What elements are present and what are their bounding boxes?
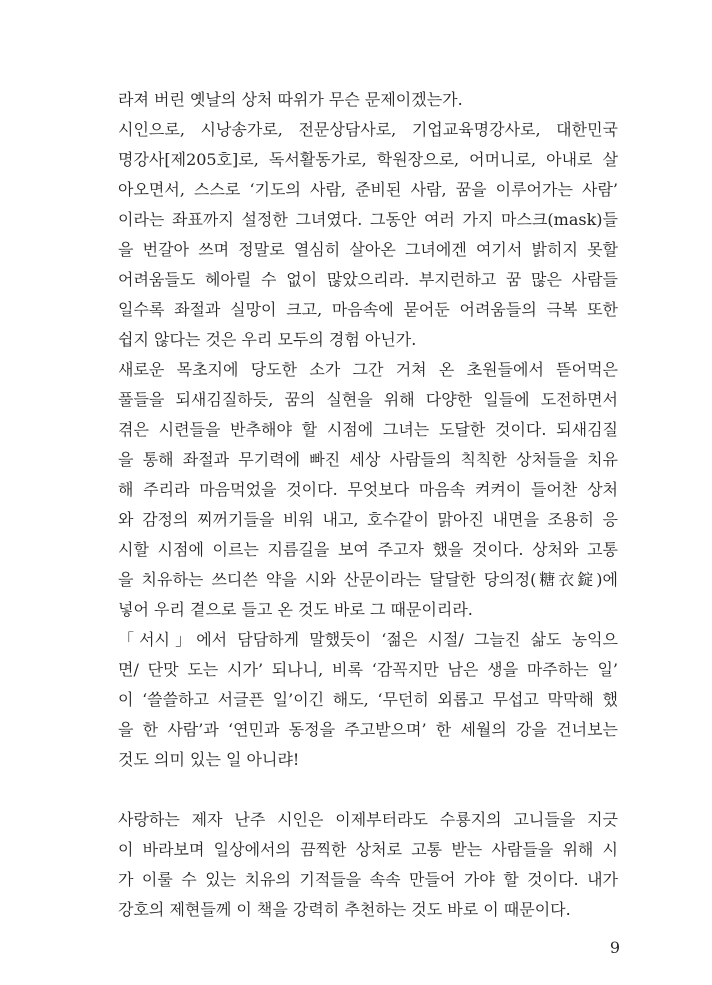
text-line: 시할 시점에 이르는 지름길을 보여 주고자 했을 것이다. 상처와 고통 (118, 540, 618, 559)
text-line: 이라는 좌표까지 설정한 그녀였다. 그동안 여러 가지 마스크(mask)들 (118, 210, 618, 229)
text-line: 풀들을 되새김질하듯, 꿈의 실현을 위해 다양한 일들에 도전하면서 (118, 390, 618, 409)
text-line: 이 ‘쓸쓸하고 서글픈 일’이긴 해도, ‘무던히 외롭고 무섭고 막막해 했 (118, 690, 618, 709)
text-line: 가 이룰 수 있는 치유의 기적들을 속속 만들어 가야 할 것이다. 내가 (118, 870, 618, 889)
text-line: 라져 버린 옛날의 상처 따위가 무슨 문제이겠는가. (118, 90, 463, 109)
text-line: 어려움들도 헤아릴 수 없이 많았으리라. 부지런하고 꿈 많은 사람들 (118, 270, 618, 289)
text-line: 넣어 우리 곁으로 들고 온 것도 바로 그 때문이리라. (118, 600, 473, 619)
page-number: 9 (609, 938, 620, 957)
text-line: 명강사[제205호]로, 독서활동가로, 학원장으로, 어머니로, 아내로 살 (118, 150, 618, 169)
text-line: 겪은 시련들을 반추해야 할 시점에 그녀는 도달한 것이다. 되새김질 (118, 420, 618, 439)
text-line: 을 한 사람’과 ‘연민과 동정을 주고받으며’ 한 세월의 강을 건너보는 (118, 720, 618, 739)
text-line: 와 감정의 찌꺼기들을 비워 내고, 호수같이 맑아진 내면을 조용히 응 (118, 510, 618, 529)
text-line: 이 바라보며 일상에서의 끔찍한 상처로 고통 받는 사람들을 위해 시 (118, 840, 618, 859)
text-line: 을 번갈아 쓰며 정말로 열심히 살아온 그녀에겐 여기서 밝히지 못할 (118, 240, 618, 259)
text-line: 사랑하는 제자 난주 시인은 이제부터라도 수룡지의 고니들을 지긋 (118, 810, 618, 829)
text-line: 것도 의미 있는 일 아니랴! (118, 750, 300, 769)
text-line: 을 치유하는 쓰디쓴 약을 시와 산문이라는 달달한 당의정(糖衣錠)에 (118, 570, 618, 589)
text-line: 시인으로, 시낭송가로, 전문상담사로, 기업교육명강사로, 대한민국 (118, 120, 618, 139)
text-line: 새로운 목초지에 당도한 소가 그간 거쳐 온 초원들에서 뜯어먹은 (118, 360, 618, 379)
text-line: 「서시」에서 담담하게 말했듯이 ‘젊은 시절/ 그늘진 삶도 농익으 (118, 630, 618, 649)
text-line: 강호의 제현들께 이 책을 강력히 추천하는 것도 바로 이 때문이다. (118, 900, 571, 919)
text-line: 해 주리라 마음먹었을 것이다. 무엇보다 마음속 켜켜이 들어찬 상처 (118, 480, 618, 499)
text-line: 아오면서, 스스로 ‘기도의 사람, 준비된 사람, 꿈을 이루어가는 사람’ (118, 180, 618, 199)
text-line: 을 통해 좌절과 무기력에 빠진 세상 사람들의 칙칙한 상처들을 치유 (118, 450, 618, 469)
text-line: 쉽지 않다는 것은 우리 모두의 경험 아닌가. (118, 330, 417, 349)
text-line: 면/ 단맛 도는 시가’ 되나니, 비록 ‘감꼭지만 남은 생을 마주하는 일’ (118, 660, 618, 679)
text-line: 일수록 좌절과 실망이 크고, 마음속에 묻어둔 어려움들의 극복 또한 (118, 300, 618, 319)
